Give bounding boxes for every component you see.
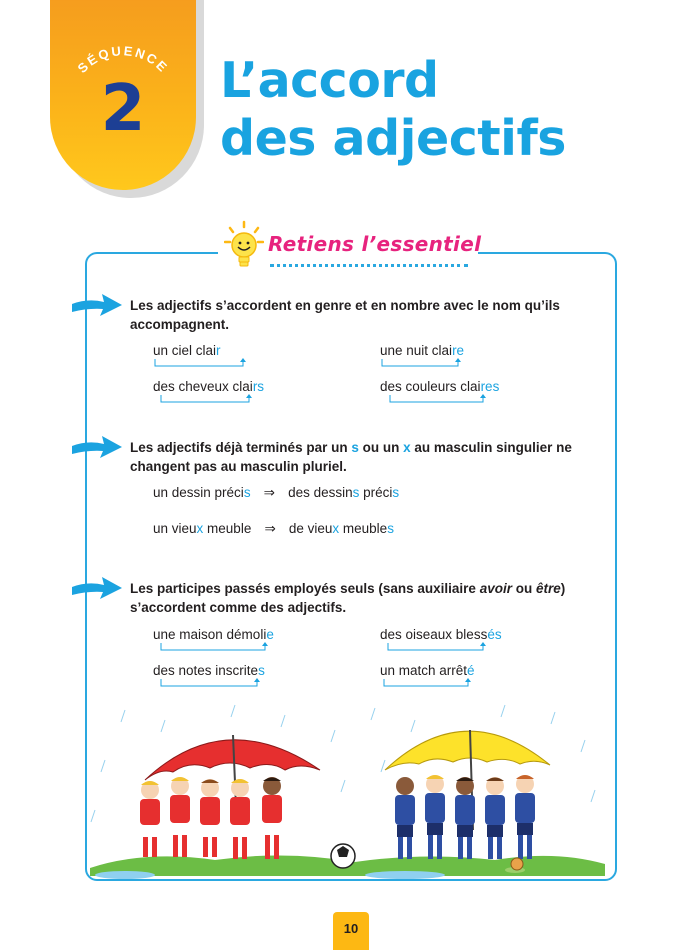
- heading-underline: [270, 264, 468, 267]
- example-base: une maison démoli: [153, 627, 267, 642]
- agreement-link-icon: [153, 395, 263, 409]
- box-heading: [218, 220, 482, 278]
- svg-text:SÉQUENCE: SÉQUENCE: [74, 43, 172, 76]
- example-2-1: un dessin précis ⇒ des dessins précis: [153, 485, 400, 500]
- agreement-link-icon: [153, 359, 253, 373]
- page-title-line-1: L’accord: [220, 52, 439, 109]
- agreement-link-icon: [380, 395, 500, 409]
- example-ending: re: [452, 343, 465, 358]
- agreement-link-icon: [380, 679, 480, 693]
- agreement-link-icon: [380, 359, 480, 373]
- example-ending: é: [467, 663, 475, 678]
- example-ending: r: [216, 343, 221, 358]
- page-title: [220, 52, 566, 168]
- example-3-4: [380, 662, 475, 680]
- example-3-3: [153, 662, 265, 680]
- box-heading-text: Retiens l’essentiel: [268, 232, 482, 256]
- example-3-2: [380, 626, 502, 644]
- example-base: un ciel clai: [153, 343, 217, 358]
- rule-2: Les adjectifs déjà terminés par un s ou un x au masculin singulier ne changent pas au masculin pluriel.: [130, 440, 572, 474]
- example-ending: e: [266, 627, 274, 642]
- example-ending: res: [480, 379, 500, 394]
- example-ending: és: [487, 627, 502, 642]
- implies-arrow: ⇒: [264, 521, 276, 536]
- page-number: 10: [333, 912, 369, 950]
- example-base: un match arrêt: [380, 663, 468, 678]
- implies-arrow: ⇒: [263, 485, 275, 500]
- example-3-1: [153, 626, 274, 644]
- page-title-line-2: des adjectifs: [220, 110, 566, 167]
- agreement-link-icon: [380, 643, 495, 657]
- rule-arrow-icon: [70, 432, 126, 462]
- example-1-4: [380, 378, 499, 396]
- red-team-players: [140, 777, 282, 859]
- example-base: des oiseaux bless: [380, 627, 488, 642]
- rule-3: Les participes passés employés seuls (sans auxiliaire avoir ou être) s’accordent comme des adjectifs.: [130, 581, 566, 615]
- example-1-3: [153, 378, 264, 396]
- example-base: des cheveux clai: [153, 379, 253, 394]
- agreement-link-icon: [153, 679, 268, 693]
- rule-arrow-icon: [70, 290, 126, 320]
- agreement-link-icon: [153, 643, 278, 657]
- letter-s: s: [351, 440, 359, 455]
- example-2-2: un vieux meuble ⇒ de vieux meubles: [153, 521, 394, 536]
- example-base: une nuit clai: [380, 343, 453, 358]
- rain-umbrella-illustration: [85, 700, 615, 880]
- example-1-2: [380, 342, 464, 360]
- letter-x: x: [403, 440, 411, 455]
- example-ending: rs: [252, 379, 265, 394]
- example-1-1: [153, 342, 221, 360]
- example-base: des notes inscrite: [153, 663, 259, 678]
- example-base: des couleurs clai: [380, 379, 481, 394]
- sequence-number: 2: [100, 72, 146, 146]
- blue-team-players: [395, 775, 535, 859]
- rule-1: Les adjectifs s’accordent en genre et en nombre avec le nom qu’ils accompagnent.: [130, 298, 560, 332]
- rule-arrow-icon: [70, 573, 126, 603]
- example-ending: s: [258, 663, 265, 678]
- lightbulb-icon: [224, 220, 264, 272]
